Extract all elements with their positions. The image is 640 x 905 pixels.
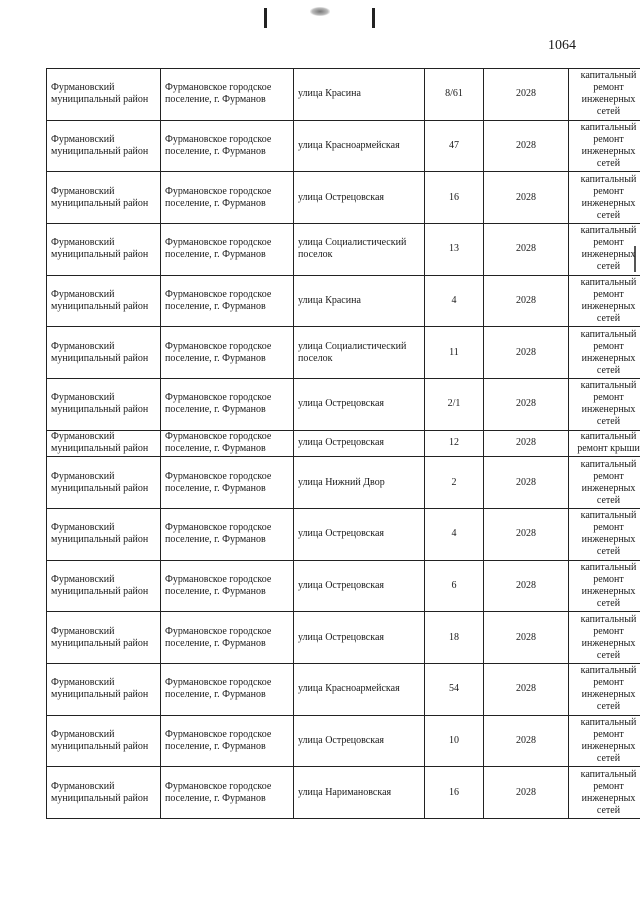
house-number-cell: [425, 612, 484, 664]
district-cell-text: Фурмановский муниципальный район: [51, 392, 149, 416]
work-type-cell-text: капитальный ремонт инженерных сетей: [580, 665, 637, 713]
year-cell: [484, 224, 569, 276]
work-type-cell-text: капитальный ремонт инженерных сетей: [580, 173, 637, 221]
settlement-cell-text: Фурмановское городское поселение, г. Фурманов: [165, 522, 272, 546]
table-row: [47, 379, 640, 431]
street-cell-text: улица Наримановская: [298, 786, 392, 798]
house-number-cell-text: 18: [449, 631, 459, 643]
district-cell: [47, 172, 161, 224]
settlement-cell-text: Фурмановское городское поселение, г. Фурманов: [165, 780, 272, 804]
district-cell: [47, 69, 161, 121]
year-cell: [484, 715, 569, 767]
street-cell: [294, 715, 425, 767]
settlement-cell: [161, 612, 294, 664]
year-cell-text: 2028: [516, 683, 536, 695]
settlement-cell: [161, 379, 294, 431]
work-type-cell-text: капитальный ремонт инженерных сетей: [580, 70, 637, 118]
house-number-cell: [425, 430, 484, 456]
street-cell-text: улица Красина: [298, 295, 361, 307]
work-type-cell: [569, 612, 640, 664]
settlement-cell: [161, 457, 294, 509]
settlement-cell-text: Фурмановское городское поселение, г. Фурманов: [165, 392, 272, 416]
scan-mark-left: [264, 8, 267, 28]
district-cell: [47, 327, 161, 379]
scan-smudge: [310, 7, 330, 16]
house-number-cell-text: 13: [449, 243, 459, 255]
work-type-cell-text: капитальный ремонт инженерных сетей: [580, 458, 637, 506]
table-row: [47, 327, 640, 379]
work-type-cell: [569, 379, 640, 431]
table-row: [47, 430, 640, 456]
year-cell-text: 2028: [516, 295, 536, 307]
year-cell-text: 2028: [516, 579, 536, 591]
year-cell: [484, 379, 569, 431]
year-cell-text: 2028: [516, 734, 536, 746]
street-cell: [294, 767, 425, 819]
year-cell-text: 2028: [516, 398, 536, 410]
settlement-cell: [161, 275, 294, 327]
work-type-cell-text: капитальный ремонт инженерных сетей: [580, 328, 637, 376]
street-cell: [294, 327, 425, 379]
settlement-cell-text: Фурмановское городское поселение, г. Фурманов: [165, 573, 272, 597]
table-row: [47, 457, 640, 509]
district-cell: [47, 508, 161, 560]
district-cell-text: Фурмановский муниципальный район: [51, 573, 149, 597]
street-cell-text: улица Красноармейская: [298, 140, 400, 152]
work-type-cell: [569, 172, 640, 224]
street-cell: [294, 612, 425, 664]
year-cell-text: 2028: [516, 346, 536, 358]
district-cell: [47, 120, 161, 172]
settlement-cell-text: Фурмановское городское поселение, г. Фурманов: [165, 289, 272, 313]
house-number-cell: [425, 172, 484, 224]
work-type-cell: [569, 120, 640, 172]
table-row: [47, 767, 640, 819]
work-type-cell-text: капитальный ремонт инженерных сетей: [580, 122, 637, 170]
district-cell-text: Фурмановский муниципальный район: [51, 237, 149, 261]
work-type-cell: [569, 224, 640, 276]
settlement-cell-text: Фурмановское городское поселение, г. Фурманов: [165, 677, 272, 701]
table-row: [47, 715, 640, 767]
year-cell-text: 2028: [516, 88, 536, 100]
street-cell-text: улица Социалистический поселок: [298, 340, 407, 364]
settlement-cell-text: Фурмановское городское поселение, г. Фурманов: [165, 237, 272, 261]
street-cell-text: улица Красина: [298, 88, 361, 100]
year-cell-text: 2028: [516, 437, 536, 449]
district-cell: [47, 457, 161, 509]
work-type-cell: [569, 457, 640, 509]
repair-schedule-table: [46, 68, 640, 819]
year-cell-text: 2028: [516, 243, 536, 255]
house-number-cell-text: 47: [449, 140, 459, 152]
year-cell: [484, 172, 569, 224]
table-body: [47, 69, 640, 819]
work-type-cell: [569, 275, 640, 327]
work-type-cell-text: капитальный ремонт инженерных сетей: [580, 716, 637, 764]
work-type-cell-text: капитальный ремонт инженерных сетей: [580, 561, 637, 609]
house-number-cell: [425, 767, 484, 819]
house-number-cell-text: 4: [451, 528, 457, 540]
house-number-cell: [425, 560, 484, 612]
year-cell-text: 2028: [516, 528, 536, 540]
house-number-cell-text: 2/1: [447, 398, 461, 410]
street-cell: [294, 663, 425, 715]
house-number-cell-text: 8/61: [445, 88, 463, 100]
house-number-cell-text: 16: [449, 191, 459, 203]
street-cell-text: улица Острецовская: [298, 734, 384, 746]
district-cell-text: Фурмановский муниципальный район: [51, 185, 149, 209]
year-cell-text: 2028: [516, 786, 536, 798]
district-cell-text: Фурмановский муниципальный район: [51, 780, 149, 804]
year-cell: [484, 457, 569, 509]
settlement-cell: [161, 663, 294, 715]
house-number-cell-text: 54: [449, 683, 459, 695]
settlement-cell: [161, 69, 294, 121]
work-type-cell: [569, 715, 640, 767]
work-type-cell: [569, 508, 640, 560]
house-number-cell: [425, 508, 484, 560]
settlement-cell-text: Фурмановское городское поселение, г. Фурманов: [165, 728, 272, 752]
settlement-cell-text: Фурмановское городское поселение, г. Фурманов: [165, 185, 272, 209]
work-type-cell-text: капитальный ремонт инженерных сетей: [580, 380, 637, 428]
table-row: [47, 172, 640, 224]
street-cell-text: улица Острецовская: [298, 579, 384, 591]
street-cell: [294, 508, 425, 560]
district-cell-text: Фурмановский муниципальный район: [51, 625, 149, 649]
table-row: [47, 508, 640, 560]
district-cell-text: Фурмановский муниципальный район: [51, 289, 149, 313]
house-number-cell: [425, 69, 484, 121]
street-cell-text: улица Острецовская: [298, 528, 384, 540]
district-cell: [47, 715, 161, 767]
year-cell-text: 2028: [516, 631, 536, 643]
page-number: 1064: [548, 38, 576, 53]
street-cell-text: улица Красноармейская: [298, 683, 400, 695]
street-cell: [294, 275, 425, 327]
table-row: [47, 224, 640, 276]
street-cell: [294, 69, 425, 121]
district-cell-text: Фурмановский муниципальный район: [51, 728, 149, 752]
district-cell: [47, 767, 161, 819]
table-row: [47, 560, 640, 612]
work-type-cell: [569, 663, 640, 715]
street-cell: [294, 560, 425, 612]
house-number-cell-text: 16: [449, 786, 459, 798]
work-type-cell-text: капитальный ремонт инженерных сетей: [580, 225, 637, 273]
year-cell-text: 2028: [516, 476, 536, 488]
settlement-cell: [161, 767, 294, 819]
house-number-cell-text: 6: [451, 579, 457, 591]
settlement-cell-text: Фурмановское городское поселение, г. Фурманов: [165, 470, 272, 494]
work-type-cell-text: капитальный ремонт инженерных сетей: [580, 510, 637, 558]
street-cell-text: улица Острецовская: [298, 398, 384, 410]
year-cell: [484, 430, 569, 456]
district-cell: [47, 379, 161, 431]
work-type-cell: [569, 327, 640, 379]
street-cell-text: улица Нижний Двор: [298, 476, 385, 488]
settlement-cell: [161, 715, 294, 767]
street-cell: [294, 120, 425, 172]
house-number-cell-text: 12: [449, 437, 459, 449]
street-cell: [294, 457, 425, 509]
settlement-cell: [161, 327, 294, 379]
district-cell-text: Фурмановский муниципальный район: [51, 82, 149, 106]
settlement-cell-text: Фурмановское городское поселение, г. Фурманов: [165, 340, 272, 364]
settlement-cell-text: Фурмановское городское поселение, г. Фурманов: [165, 134, 272, 158]
work-type-cell: [569, 430, 640, 456]
year-cell: [484, 120, 569, 172]
work-type-cell-text: капитальный ремонт инженерных сетей: [580, 768, 637, 816]
settlement-cell-text: Фурмановское городское поселение, г. Фурманов: [165, 82, 272, 106]
house-number-cell: [425, 457, 484, 509]
district-cell-text: Фурмановский муниципальный район: [51, 470, 149, 494]
street-cell: [294, 430, 425, 456]
district-cell: [47, 430, 161, 456]
house-number-cell: [425, 275, 484, 327]
district-cell: [47, 663, 161, 715]
work-type-cell-text: капитальный ремонт крыши: [577, 431, 640, 455]
year-cell: [484, 508, 569, 560]
house-number-cell-text: 10: [449, 734, 459, 746]
street-cell-text: улица Острецовская: [298, 191, 384, 203]
settlement-cell: [161, 120, 294, 172]
settlement-cell: [161, 224, 294, 276]
settlement-cell-text: Фурмановское городское поселение, г. Фурманов: [165, 431, 272, 455]
house-number-cell: [425, 715, 484, 767]
street-cell-text: улица Острецовская: [298, 631, 384, 643]
house-number-cell-text: 2: [451, 476, 457, 488]
district-cell-text: Фурмановский муниципальный район: [51, 677, 149, 701]
year-cell: [484, 663, 569, 715]
house-number-cell: [425, 379, 484, 431]
house-number-cell: [425, 663, 484, 715]
year-cell-text: 2028: [516, 191, 536, 203]
year-cell: [484, 275, 569, 327]
district-cell-text: Фурмановский муниципальный район: [51, 134, 149, 158]
settlement-cell: [161, 430, 294, 456]
street-cell-text: улица Социалистический поселок: [298, 237, 407, 261]
street-cell-text: улица Острецовская: [298, 437, 384, 449]
work-type-cell-text: капитальный ремонт инженерных сетей: [580, 277, 637, 325]
table-row: [47, 275, 640, 327]
work-type-cell: [569, 69, 640, 121]
district-cell: [47, 275, 161, 327]
house-number-cell: [425, 327, 484, 379]
table-row: [47, 120, 640, 172]
district-cell: [47, 612, 161, 664]
street-cell: [294, 379, 425, 431]
settlement-cell: [161, 560, 294, 612]
year-cell: [484, 69, 569, 121]
table-row: [47, 612, 640, 664]
district-cell-text: Фурмановский муниципальный район: [51, 431, 149, 455]
street-cell: [294, 224, 425, 276]
district-cell: [47, 224, 161, 276]
settlement-cell: [161, 508, 294, 560]
house-number-cell-text: 11: [449, 346, 459, 358]
district-cell: [47, 560, 161, 612]
work-type-cell-text: капитальный ремонт инженерных сетей: [580, 613, 637, 661]
work-type-cell: [569, 767, 640, 819]
house-number-cell: [425, 120, 484, 172]
table-row: [47, 69, 640, 121]
house-number-cell: [425, 224, 484, 276]
year-cell: [484, 767, 569, 819]
street-cell: [294, 172, 425, 224]
house-number-cell-text: 4: [451, 295, 457, 307]
settlement-cell-text: Фурмановское городское поселение, г. Фурманов: [165, 625, 272, 649]
year-cell: [484, 560, 569, 612]
table-row: [47, 663, 640, 715]
year-cell: [484, 612, 569, 664]
settlement-cell: [161, 172, 294, 224]
district-cell-text: Фурмановский муниципальный район: [51, 522, 149, 546]
year-cell: [484, 327, 569, 379]
scan-mark-right: [372, 8, 375, 28]
work-type-cell: [569, 560, 640, 612]
district-cell-text: Фурмановский муниципальный район: [51, 340, 149, 364]
year-cell-text: 2028: [516, 140, 536, 152]
